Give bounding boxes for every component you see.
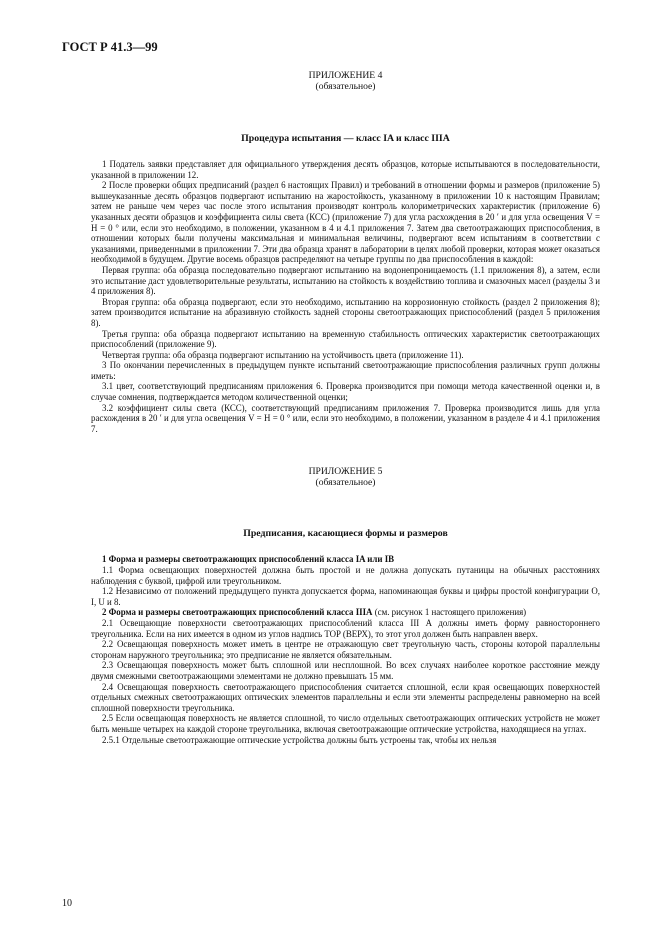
paragraph: 2.2 Освещающая поверхность может иметь в центре не отражающую свет треугольную часть, стороны которой параллельны сторонам наружного треугольника; это предписание не является обязательным. — [91, 639, 600, 660]
appendix-4-body — [91, 159, 600, 434]
paragraph: Третья группа: оба образца подвергают испытанию на временную стабильность оптических характеристик светоотражающих приспособлений (приложение 9). — [91, 328, 600, 350]
paragraph: 1.1 Форма освещающих поверхностей должна быть простой и не должна допускать путаницы на обычных расстояниях наблюдения с буквой, цифрой или треугольником. — [91, 565, 600, 586]
subsection-2-heading-bold: 2 Форма и размеры светоотражающих приспособлений класса IIIA — [102, 607, 373, 618]
appendix-4-title: ПРИЛОЖЕНИЕ 4 — [308, 70, 383, 81]
appendix-4-heading: Процедура испытания — класс IA и класс IIIA — [241, 133, 450, 144]
paragraph: Первая группа: оба образца последовательно подвергают испытанию на водонепроницаемость (1.1 приложения 8), а затем, если это испытание даст удовлетворительные результаты, испытанию на стойкость к воздействию топлива и смазочных масел (разделы 3 и 4 приложения 8). — [91, 264, 600, 297]
appendix-5-heading: Предписания, касающиеся формы и размеров — [243, 528, 448, 540]
paragraph: 3.2 коэффициент силы света (КСС), соответствующий предписаниям приложения 7. Проверка производится лишь для угла расхождения в 20 ′ и для угла освещения V = H = 0 ° или, если это необходимо, в положении, указанном в разделе 4 и 4.1 приложения 7. — [91, 402, 600, 434]
subsection-2-heading-rest: (см. рисунок 1 настоящего приложения) — [372, 607, 527, 618]
subsection-1-heading: 1 Форма и размеры светоотражающих приспособлений класса IA или IB — [102, 554, 395, 565]
appendix-4 — [91, 70, 600, 434]
paragraph: 3.1 цвет, соответствующий предписаниям приложения 6. Проверка производится при помощи метода качественной оценки и, в случае сомнения, подтверждается методом количественной оценки; — [91, 381, 600, 403]
page-content — [91, 70, 600, 745]
paragraph: 2.5.1 Отдельные светоотражающие оптические устройства должны быть устроены так, чтобы их нельзя — [102, 734, 497, 745]
paragraph: 2.4 Освещающая поверхность светоотражающего приспособления считается сплошной, если края освещающих поверхностей отдельных смежных светоотражающих оптических элементов параллельны и если эти элементы распределены равномерно на всей сплошной поверхности треугольника. — [91, 681, 600, 713]
paragraph: Вторая группа: оба образца подвергают, если это необходимо, испытанию на коррозионную стойкость (раздел 2 приложения 8); затем производится испытание на абразивную стойкость задней стороны светоотражающих приспособлений (раздел 5 приложения 8). — [91, 296, 600, 328]
appendix-4-status: (обязательное) — [315, 81, 376, 92]
appendix-5-status: (обязательное) — [315, 477, 376, 489]
paragraph: 2.3 Освещающая поверхность может быть сплошной или несплошной. Во всех случаях наиболее короткое расстояние между двумя смежными светоотражающими элементами не должно превышать 15 мм. — [91, 660, 600, 681]
document-header: ГОСТ Р 41.3—99 — [62, 40, 158, 54]
paragraph: 1 Податель заявки представляет для официального утверждения десять образцов, которые испытываются в последовательности, указанной в приложении 12. — [91, 159, 600, 180]
paragraph: Четвертая группа: оба образца подвергают испытанию на устойчивость цвета (приложение 11). — [102, 349, 464, 360]
paragraph: 2 После проверки общих предписаний (раздел 6 настоящих Правил) и требований в отношении формы и размеров (приложение 5) вышеуказанные десять образцов подвергают испытанию на жаростойкость, указанному в приложении 10 к настоящим Правилам; затем не раньше чем через час после этого испытания производят контроль колориметрических характеристик (приложение 6) указанных десяти образцов и коэффициента силы света (КСС) (приложение 7) для угла расхождения в 20 ′ и для угла освещения V = H = 0 ° или, если это необходимо, в положении, указанном в 4 и 4.1 приложения 7. Затем два светоотражающих приспособления, в отношении которых были получены максимальная и минимальная величины, подвергают всем испытаниям в соответствии с указаниями, приведенными в приложении 7. Эти два образца хранят в лаборатории в целях любой проверки, которая может оказаться необходимой в будущем. Другие восемь образцов распределяют на четыре группы по два приспособления в каждой: — [91, 180, 600, 265]
paragraph: 3 По окончании перечисленных в предыдущем пункте испытаний светоотражающие приспособления различных групп должны иметь: — [91, 360, 600, 381]
appendix-5 — [91, 466, 600, 745]
paragraph: 1.2 Независимо от положений предыдущего пункта допускается форма, напоминающая буквы и цифры простой конфигурации O, I, U и 8. — [91, 586, 600, 607]
paragraph: 2.5 Если освещающая поверхность не является сплошной, то число отдельных светоотражающих оптических устройств не может быть меньше четырех на каждой стороне треугольника, включая светоотражающие оптические устройства, находящиеся на углах. — [91, 713, 600, 734]
appendix-5-title: ПРИЛОЖЕНИЕ 5 — [308, 466, 383, 478]
appendix-5-body — [91, 554, 600, 745]
paragraph: 2.1 Освещающие поверхности светоотражающих приспособлений класса III A должны иметь форму равностороннего треугольника. Если на них имеется в одном из углов надпись TOP (ВЕРХ), то этот угол должен быть направлен вверх. — [91, 618, 600, 639]
subsection-2-heading — [91, 607, 600, 618]
page-number: 10 — [62, 898, 72, 909]
